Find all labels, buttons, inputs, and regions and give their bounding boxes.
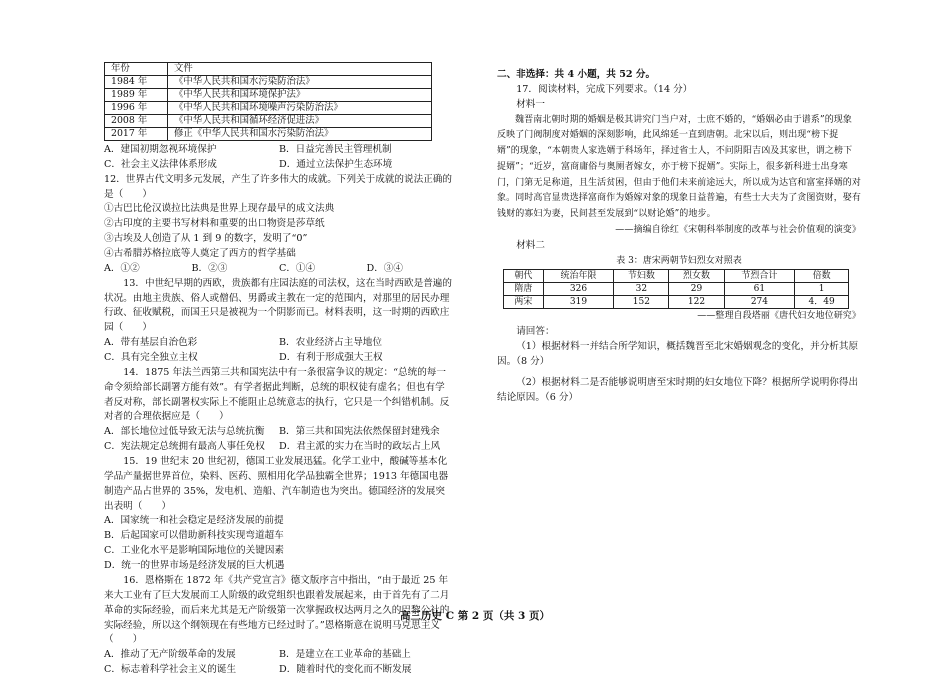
q12-option-d: D．③④ [366,262,403,274]
table-header-cell: 倍数 [795,270,849,283]
q13-options-row [104,336,454,351]
q14-option-a: A．部长地位过低导致无法与总统抗衡 [104,426,265,438]
q13-option-d: D．有利于形成强大王权 [279,352,383,364]
ask-label: 请回答： [516,326,555,338]
q16-option-a: A．推动了无产阶级革命的发展 [104,649,236,661]
q13-stem: 13．中世纪早期的西欧，贵族都有庄园法庭的司法权，这在当时西欧是普遍的状况。由地主贵族、俗人或僧侣、男爵或主教在一定的范围内，对那里的居民办理行政、征收赋税，而国王只是被视为一个阴影而已。材料表明，这一时期的西欧庄园（ ） [104,277,452,334]
table-cell: 《中华人民共和国循环经济促进法》 [168,115,432,128]
table-cell: 《中华人民共和国环境保护法》 [168,89,432,102]
q16-option-c: C．标志着科学社会主义的诞生 [104,664,237,676]
table-cell: 2008 年 [105,115,168,128]
table-cell: 1989 年 [105,89,168,102]
legislation-table [104,62,432,141]
ask-question-1: （1）根据材料一并结合所学知识，概括魏晋至北宋婚姻观念的变化，并分析其原因。（8 分） [497,340,859,367]
table-cell: 修正《中华人民共和国水污染防治法》 [168,128,432,141]
table-cell: 4．49 [795,296,849,309]
table-cell: 32 [614,283,669,296]
table-header-cell: 朝代 [504,270,544,283]
table-header-row [105,63,432,76]
table-header-cell: 节烈合计 [724,270,795,283]
q12-item: ①古巴比伦汉谟拉比法典是世界上现存最早的成文法典 [104,203,335,215]
tang-song-women-table [503,269,849,309]
table-header-row [504,270,849,283]
q11-option-b: B．日益完善民主管理机制 [279,144,392,155]
left-column [104,62,454,678]
q11-options-row [104,143,454,158]
q14-option-d: D．君主派的实力在当时的政坛占上风 [279,441,441,453]
table-row [105,89,432,102]
table-row [504,296,849,309]
q13-options-row [104,351,454,366]
q12-option-c: C．①④ [279,262,316,274]
q14-option-b: B．第三共和国宪法依然保留封建残余 [279,426,440,438]
q13-option-a: A．带有基层自治色彩 [104,337,198,349]
material1-text: 魏晋南北朝时期的婚姻是极其讲究门当户对，士庶不婚的，“婚姻必由于谱系”的现象反映了门阀制度对婚姻的深刻影响，此风绵延一直到唐朝。北宋以后，则出现“榜下捉婿”的现象，“本朝贵人家选婿于科场年，择过省士人，不问阴阳吉凶及其家世，谓之榜下捉婿”；“近岁，富商庸俗与奥厕者嫁女，亦于榜下捉婿”。实际上，很多新科进士出身寒门，门第无足称道，且生活贫困，但由于他们未来前途远大，所以成为达官和富室择婿的对象。同时高官显贵选择富商作为婚嫁对象的现象日益普遍，有些士大夫为了贪图资财，娶有钱财的寡妇为妻，民间甚至发展到“以财论婚”的地步。 [497,114,862,220]
table-header-cell: 统治年限 [543,270,614,283]
table-cell: 《中华人民共和国水污染防治法》 [168,76,432,89]
material2-label: 材料二 [516,239,545,251]
table-cell: 122 [669,296,724,309]
table-cell: 隋唐 [504,283,544,296]
table-header-cell: 节妇数 [614,270,669,283]
q12-stem: 12．世界古代文明多元发展，产生了许多伟大的成就。下列关于成就的说法正确的是（ ） [104,173,452,200]
table-cell: 《中华人民共和国环境噪声污染防治法》 [168,102,432,115]
q12-item: ②古印度的主要书写材料和重要的出口物资是莎草纸 [104,218,325,230]
q16-option-b: B．是建立在工业革命的基础上 [279,649,411,661]
q15-stem: 15．19 世纪末 20 世纪初，德国工业发展迅猛。化学工业中，酸碱等基本化学品产量据世界首位，染料、医药、照相用化学品独霸全世界；1913 年德国电器制造产品占世界的 35%，发电机、造船、汽车制造也为突出。德国经济的发展突出表明（ ） [104,456,449,512]
q12-option-a: A．①② [104,262,140,274]
q12-options-row [104,262,454,277]
q14-option-c: C．宪法规定总统拥有最高人事任免权 [104,441,265,453]
q11-option-d: D．通过立法保护生态环境 [279,158,393,170]
q16-options-row [104,648,454,663]
q12-item: ④古希腊苏格拉底等人奠定了西方的哲学基础 [104,248,296,260]
table-cell: 29 [669,283,724,296]
table-row [105,115,432,128]
table-header-cell: 年份 [105,63,168,76]
table-cell: 2017 年 [105,128,168,141]
q14-stem: 14．1875 年法兰西第三共和国宪法中有一条很富争议的规定：“总统的每一命令须给部长副署方能有效”。有学者据此判断，总统的职权徒有虚名；但也有学者反对称，部长副署权实际上不能阻止总统意志的执行，它只是一个纠错机制。反对者的合理依据应是（ ） [104,366,450,423]
material1-source: ——摘编自徐红《宋朝科举制度的改革与社会价值观的演变》 [615,224,861,235]
q16-stem: 16．恩格斯在 1872 年《共产党宣言》德文版序言中指出，“由于最近 25 年来大工业有了巨大发展而工人阶级的政党组织也跟着发展起来，由于首先有了二月革命的实际经验，而后来尤其是无产阶级第一次掌握政权达两月之久的巴黎公社的实际经验，所以这个纲领现在有些地方已经过时了。”恩格斯意在说明马克思主义（ ） [104,574,450,646]
table-cell: 61 [724,283,795,296]
page-footer: 高三历史 C 第 2 页（共 3 页） [400,610,550,622]
table-header-cell: 文件 [168,63,432,76]
q15-option-c: C．工业化水平是影响国际地位的关键因素 [104,545,285,557]
table-row [105,76,432,89]
q14-options-row [104,425,454,440]
table-row [105,102,432,115]
table-cell: 274 [724,296,795,309]
material2-source: ——整理自段塔丽《唐代妇女地位研究》 [697,311,861,322]
ask-question-2: （2）根据材料二是否能够说明唐至宋时期的妇女地位下降？根据所学说明你得出结论原因。（6 分） [497,376,859,403]
q15-option-d: D．统一的世界市场是经济发展的巨大机遇 [104,560,285,572]
q13-option-c: C．具有完全独立主权 [104,352,198,364]
q11-option-a: A．建国初期忽视环境保护 [104,144,217,155]
table-cell: 326 [543,283,614,296]
table-cell: 152 [614,296,669,309]
q15-option-a: A．国家统一和社会稳定是经济发展的前提 [104,515,284,527]
table-header-cell: 烈女数 [669,270,724,283]
table-cell: 319 [543,296,614,309]
q13-option-b: B．农业经济占主导地位 [279,337,382,349]
right-column [497,68,861,405]
q11-option-c: C．社会主义法律体系形成 [104,158,217,170]
table2-caption: 表 3：唐宋两朝节妇烈女对照表 [616,256,742,267]
q17-title: 17．阅读材料，完成下列要求。（14 分） [516,83,693,95]
q12-option-b: B．②③ [191,262,228,274]
table-cell: 1 [795,283,849,296]
q16-options-row [104,663,454,678]
table-cell: 1984 年 [105,76,168,89]
q14-options-row [104,440,454,455]
material1-label: 材料一 [516,98,545,110]
table-cell: 1996 年 [105,102,168,115]
q15-option-b: B．后起国家可以借助新科技实现弯道超车 [104,530,284,542]
table-cell: 两宋 [504,296,544,309]
section-title: 二、非选择：共 4 小题，共 52 分。 [497,69,656,80]
table-row [105,128,432,141]
q16-option-d: D．随着时代的变化而不断发展 [279,664,412,676]
q11-options-row [104,158,454,173]
q12-item: ③古埃及人创造了从 1 到 9 的数字，发明了“0” [104,233,308,245]
table-row [504,283,849,296]
